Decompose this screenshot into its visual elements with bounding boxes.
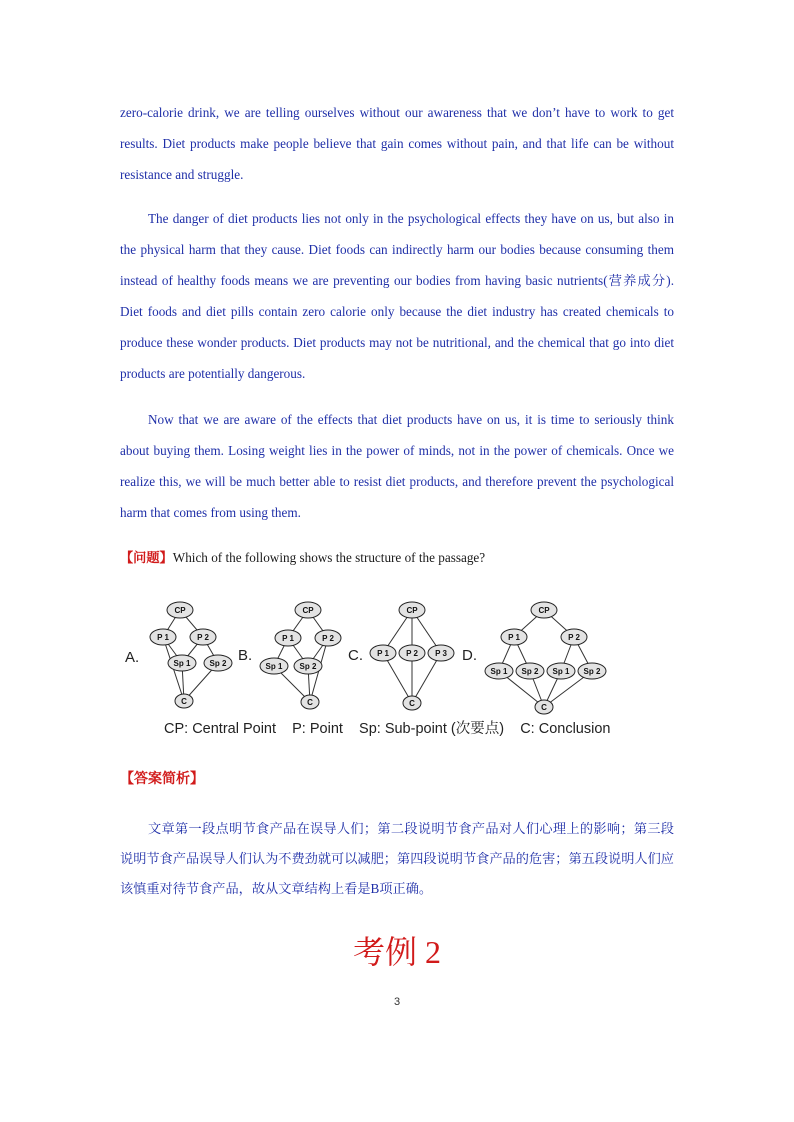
svg-text:P 1: P 1 [157, 633, 169, 642]
question [120, 546, 680, 570]
question-text: Which of the following shows the structure of the passage? [172, 550, 486, 565]
diagram-option-d [462, 602, 606, 714]
svg-text:CP: CP [174, 606, 186, 615]
passage-paragraph-2: The danger of diet products lies not only in the psychological effects they have on us, but also in the physical harm that they cause. Diet foods can indirectly harm our bodies because consuming them instead of healthy foods means we are preventing our bodies from having basic nutrients(营养成分). Diet foods and diet pills contain zero calorie only because the diet industry has created chemicals to produce these wonder products. Diet products may not be nutritional, and the chemical that go into diet products are potentially dangerous. [120, 211, 674, 381]
structure-diagram-figure [120, 593, 620, 743]
svg-text:Sp 1: Sp 1 [173, 659, 191, 668]
svg-text:C: C [307, 698, 313, 707]
svg-text:Sp 2: Sp 2 [209, 659, 227, 668]
question-tag: 【问题】 [120, 550, 173, 565]
diagram-legend: CP: Central Point P: Point Sp: Sub-point (次要点) C: Conclusion [164, 721, 611, 737]
svg-text:CP: CP [302, 606, 314, 615]
svg-text:P 1: P 1 [508, 633, 520, 642]
svg-text:C: C [181, 697, 187, 706]
option-label-c: C. [348, 647, 363, 664]
passage-paragraph-1: zero-calorie drink, we are telling ourselves without our awareness that we don’t have to work to get results. Diet products make people believe that gain comes without pain, and that life can be without resistance and struggle. [120, 105, 674, 182]
svg-text:C: C [541, 703, 547, 712]
svg-text:Sp 1: Sp 1 [490, 667, 508, 676]
svg-text:P 3: P 3 [435, 649, 447, 658]
svg-text:P 2: P 2 [568, 633, 580, 642]
svg-text:P 2: P 2 [322, 634, 334, 643]
diagram-option-b [238, 602, 341, 709]
page-number: 3 [393, 996, 401, 1008]
svg-text:Sp 2: Sp 2 [299, 662, 317, 671]
svg-text:P 2: P 2 [197, 633, 209, 642]
svg-text:Sp 2: Sp 2 [521, 667, 539, 676]
answer-explanation: 文章第一段点明节食产品在误导人们；第二段说明节食产品对人们心理上的影响；第三段说明节食产品误导人们认为不费劲就可以减肥；第四段说明节食产品的危害；第五段说明人们应该慎重对待节食产品，故从文章结构上看是B项正确。 [120, 821, 674, 896]
svg-text:Sp 1: Sp 1 [265, 662, 283, 671]
svg-text:P 1: P 1 [377, 649, 389, 658]
svg-text:P 2: P 2 [406, 649, 418, 658]
svg-text:Sp 1: Sp 1 [552, 667, 570, 676]
svg-text:CP: CP [406, 606, 418, 615]
diagram-option-a [125, 602, 232, 708]
option-label-b: B. [238, 647, 253, 664]
answer-tag: 【答案简析】 [120, 772, 204, 787]
svg-text:P 1: P 1 [282, 634, 294, 643]
svg-text:C: C [409, 699, 415, 708]
svg-text:CP: CP [538, 606, 550, 615]
example-heading: 考例 2 [352, 934, 441, 970]
option-label-d: D. [462, 647, 477, 664]
passage-paragraph-3: Now that we are aware of the effects that diet products have on us, it is time to seriously think about buying them. Losing weight lies in the power of minds, not in the power of chemicals. Once we realize this, we will be much better able to resist diet products, and therefore prevent the psychological harm that comes from using them. [120, 412, 674, 520]
svg-text:Sp 2: Sp 2 [583, 667, 601, 676]
option-label-a: A. [125, 649, 140, 666]
diagram-option-c [348, 602, 454, 710]
structure-diagrams [120, 593, 620, 743]
